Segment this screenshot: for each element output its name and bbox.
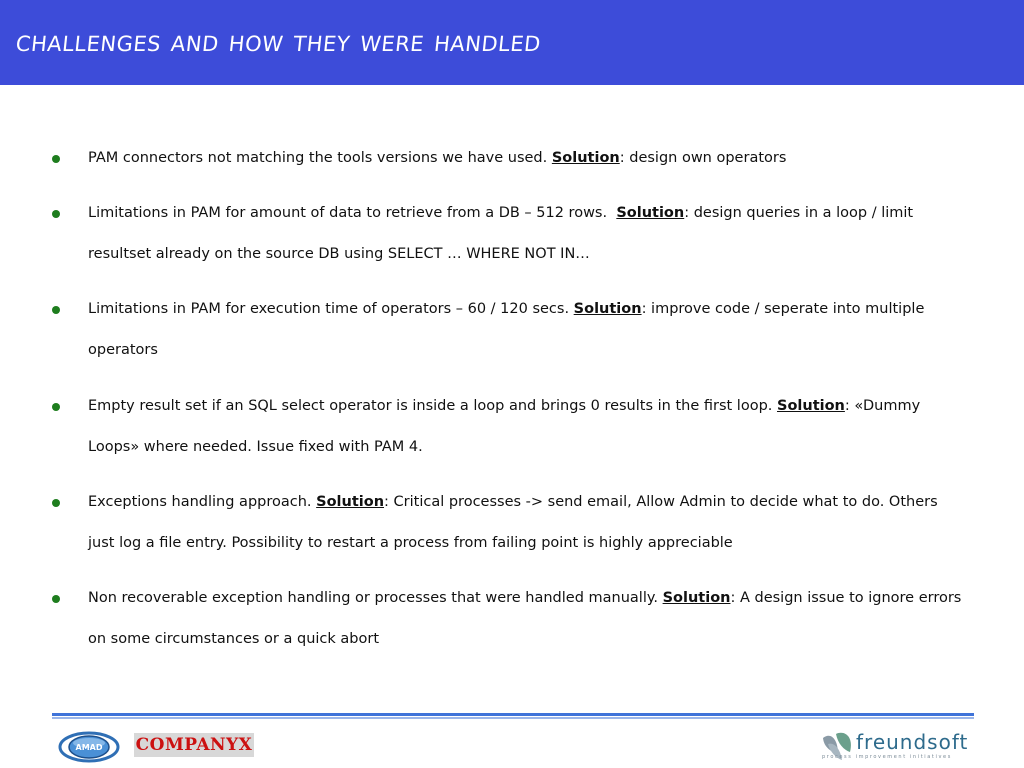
footer-divider bbox=[52, 713, 974, 716]
slide-title: challenges and how they were handled bbox=[14, 24, 543, 59]
title-bar bbox=[0, 0, 1024, 85]
bullet-dot-icon bbox=[52, 210, 60, 218]
bullet-text: Limitations in PAM for execution time of operators – 60 / 120 secs. bbox=[88, 301, 574, 317]
freundsoft-tagline: process improvement initiatives bbox=[822, 754, 952, 760]
solution-label: Solution bbox=[573, 301, 642, 317]
bullet-item bbox=[88, 578, 968, 660]
bullet-text: Empty result set if an SQL select operator is inside a loop and brings 0 results in the first loop. bbox=[88, 398, 777, 414]
bullet-dot-icon bbox=[52, 306, 60, 314]
solution-text: : design own operators bbox=[619, 150, 787, 166]
solution-label: Solution bbox=[777, 398, 845, 414]
amad-logo-text: AMAD bbox=[75, 743, 103, 752]
solution-label: Solution bbox=[551, 150, 620, 166]
solution-label: Solution bbox=[316, 494, 385, 510]
companyx-logo: COMPANYX bbox=[135, 735, 253, 755]
bullet-text: Exceptions handling approach. bbox=[88, 494, 317, 510]
solution-text: : design queries in a loop / limit resultset already on the source DB using SELECT … WHERE NOT IN… bbox=[88, 205, 914, 262]
bullet-item bbox=[88, 193, 968, 275]
bullet-text: PAM connectors not matching the tools versions we have used. bbox=[88, 150, 552, 166]
bullet-item bbox=[88, 482, 968, 564]
bullet-text: Non recoverable exception handling or processes that were handled manually. bbox=[88, 590, 663, 606]
freundsoft-name: freundsoft bbox=[856, 730, 969, 754]
footer-divider-shadow bbox=[52, 717, 974, 719]
bullet-dot-icon bbox=[52, 403, 60, 411]
solution-text: : «Dummy Loops» where needed. Issue fixed with PAM 4. bbox=[88, 398, 921, 455]
bullet-dot-icon bbox=[52, 155, 60, 163]
bullet-item bbox=[88, 138, 968, 179]
bullet-text: Limitations in PAM for amount of data to retrieve from a DB – 512 rows. bbox=[88, 205, 617, 221]
bullet-item bbox=[88, 289, 968, 371]
solution-text: : A design issue to ignore errors on some circumstances or a quick abort bbox=[88, 590, 962, 647]
solution-text: : Critical processes -> send email, Allow Admin to decide what to do. Others just log a file entry. Possibility to restart a process from failing point is highly appreciable bbox=[88, 494, 938, 551]
solution-text: : improve code / seperate into multiple operators bbox=[88, 301, 925, 358]
bullet-dot-icon bbox=[52, 595, 60, 603]
bullet-item bbox=[88, 386, 968, 468]
solution-label: Solution bbox=[616, 205, 685, 221]
bullet-dot-icon bbox=[52, 499, 60, 507]
freundsoft-logo bbox=[820, 728, 970, 764]
amad-logo bbox=[58, 730, 120, 764]
solution-label: Solution bbox=[662, 590, 731, 606]
